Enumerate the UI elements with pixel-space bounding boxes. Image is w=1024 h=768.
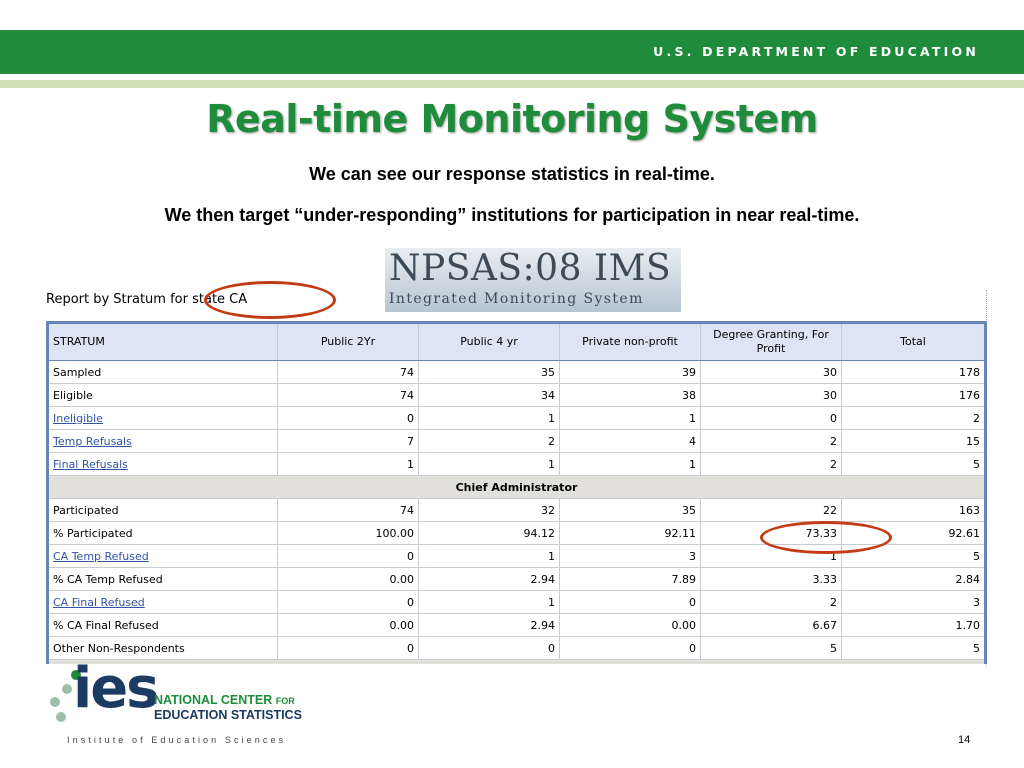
row-label-cell: Other Non-Respondents <box>48 637 278 660</box>
value-cell: 0 <box>278 637 419 660</box>
value-cell: 0 <box>560 637 701 660</box>
row-label-link[interactable]: Ineligible <box>53 411 103 425</box>
row-label-cell <box>48 430 278 453</box>
value-cell: 0 <box>560 591 701 614</box>
value-cell: 178 <box>842 361 986 384</box>
value-cell: 7.89 <box>560 568 701 591</box>
column-header: Private non-profit <box>560 323 701 361</box>
value-cell: 5 <box>842 637 986 660</box>
value-cell: 22 <box>701 499 842 522</box>
slide-subtitle-2: We then target “under-responding” institutions for participation in near real-time. <box>164 205 860 225</box>
row-label-cell: Participated <box>48 499 278 522</box>
row-label-cell <box>48 407 278 430</box>
table-row <box>48 591 986 614</box>
header-band <box>0 30 1024 74</box>
header-divider <box>0 80 1024 88</box>
value-cell: 35 <box>419 361 560 384</box>
value-cell: 6.67 <box>701 614 842 637</box>
value-cell: 1 <box>560 407 701 430</box>
table-body <box>48 361 986 665</box>
column-header: Total <box>842 323 986 361</box>
value-cell: 38 <box>560 384 701 407</box>
highlight-circle-value <box>760 521 892 554</box>
value-cell: 0 <box>278 545 419 568</box>
value-cell: 2 <box>701 453 842 476</box>
row-label-link[interactable]: Final Refusals <box>53 457 128 471</box>
table-row <box>48 453 986 476</box>
value-cell: 92.61 <box>842 522 986 545</box>
row-label-cell: Eligible <box>48 384 278 407</box>
value-cell: 2 <box>419 430 560 453</box>
value-cell: 163 <box>842 499 986 522</box>
table-row <box>48 568 986 591</box>
table-row <box>48 430 986 453</box>
nces-line-1: NATIONAL CENTER FOR <box>154 693 295 707</box>
page-number: 14 <box>958 734 971 746</box>
row-label-cell: % Participated <box>48 522 278 545</box>
value-cell: 74 <box>278 361 419 384</box>
report-title: Report by Stratum for state CA <box>46 292 248 307</box>
slide-subtitle-1: We can see our response statistics in real-time. <box>309 164 715 184</box>
value-cell: 73.33 <box>701 522 842 545</box>
value-cell: 34 <box>419 384 560 407</box>
column-header: Degree Granting, For Profit <box>701 323 842 361</box>
table-row <box>48 384 986 407</box>
table-header-row <box>48 323 986 361</box>
value-cell: 15 <box>842 430 986 453</box>
value-cell: 1 <box>419 545 560 568</box>
value-cell: 5 <box>842 545 986 568</box>
value-cell: 0 <box>419 637 560 660</box>
value-cell: 1 <box>278 453 419 476</box>
row-label-cell: % CA Temp Refused <box>48 568 278 591</box>
value-cell: 0.00 <box>560 614 701 637</box>
nces-line-2: EDUCATION STATISTICS <box>154 708 302 722</box>
value-cell: 30 <box>701 361 842 384</box>
value-cell: 3.33 <box>701 568 842 591</box>
value-cell: 2.84 <box>842 568 986 591</box>
value-cell: 2 <box>842 407 986 430</box>
section-header-row <box>48 476 986 499</box>
value-cell: 3 <box>560 545 701 568</box>
column-header: STRATUM <box>48 323 278 361</box>
value-cell: 7 <box>278 430 419 453</box>
value-cell: 176 <box>842 384 986 407</box>
npsas-logo <box>385 248 681 312</box>
table-row <box>48 407 986 430</box>
value-cell: 32 <box>419 499 560 522</box>
table-row <box>48 361 986 384</box>
value-cell: 92.11 <box>560 522 701 545</box>
value-cell: 1 <box>419 407 560 430</box>
value-cell: 3 <box>842 591 986 614</box>
row-label-cell: Sampled <box>48 361 278 384</box>
ies-wordmark: ies <box>73 656 158 721</box>
ies-tagline: Institute of Education Sciences <box>67 735 287 745</box>
value-cell: 0.00 <box>278 568 419 591</box>
value-cell: 0.00 <box>278 614 419 637</box>
table-row <box>48 499 986 522</box>
value-cell: 1 <box>419 453 560 476</box>
value-cell: 0 <box>278 591 419 614</box>
ies-logo <box>45 656 315 746</box>
value-cell: 5 <box>701 637 842 660</box>
slide-title: Real-time Monitoring System <box>206 97 818 141</box>
column-header: Public 2Yr <box>278 323 419 361</box>
department-title: U.S. DEPARTMENT OF EDUCATION <box>653 44 979 59</box>
value-cell: 30 <box>701 384 842 407</box>
value-cell: 35 <box>560 499 701 522</box>
section-title: Chief Administrator <box>48 476 986 499</box>
value-cell: 1 <box>701 545 842 568</box>
highlight-circle-state <box>204 281 336 319</box>
table-footer-band <box>48 660 986 665</box>
value-cell: 2.94 <box>419 614 560 637</box>
table-row <box>48 637 986 660</box>
value-cell: 5 <box>842 453 986 476</box>
value-cell: 0 <box>278 407 419 430</box>
value-cell: 0 <box>701 407 842 430</box>
table-row <box>48 614 986 637</box>
value-cell: 74 <box>278 499 419 522</box>
row-label-link[interactable]: CA Final Refused <box>53 595 145 609</box>
value-cell: 1 <box>419 591 560 614</box>
row-label-link[interactable]: Temp Refusals <box>53 434 132 448</box>
row-label-cell <box>48 591 278 614</box>
column-header: Public 4 yr <box>419 323 560 361</box>
row-label-cell <box>48 453 278 476</box>
value-cell: 94.12 <box>419 522 560 545</box>
value-cell: 2 <box>701 591 842 614</box>
value-cell: 1.70 <box>842 614 986 637</box>
value-cell: 39 <box>560 361 701 384</box>
value-cell: 4 <box>560 430 701 453</box>
value-cell: 100.00 <box>278 522 419 545</box>
row-label-link[interactable]: CA Temp Refused <box>53 549 149 563</box>
value-cell: 2 <box>701 430 842 453</box>
row-label-cell: % CA Final Refused <box>48 614 278 637</box>
npsas-logo-title: NPSAS:08 IMS <box>389 248 672 289</box>
stratum-report-table <box>46 321 987 664</box>
value-cell: 1 <box>560 453 701 476</box>
npsas-logo-subtitle: Integrated Monitoring System <box>389 291 644 307</box>
row-label-cell <box>48 545 278 568</box>
value-cell: 74 <box>278 384 419 407</box>
value-cell: 2.94 <box>419 568 560 591</box>
